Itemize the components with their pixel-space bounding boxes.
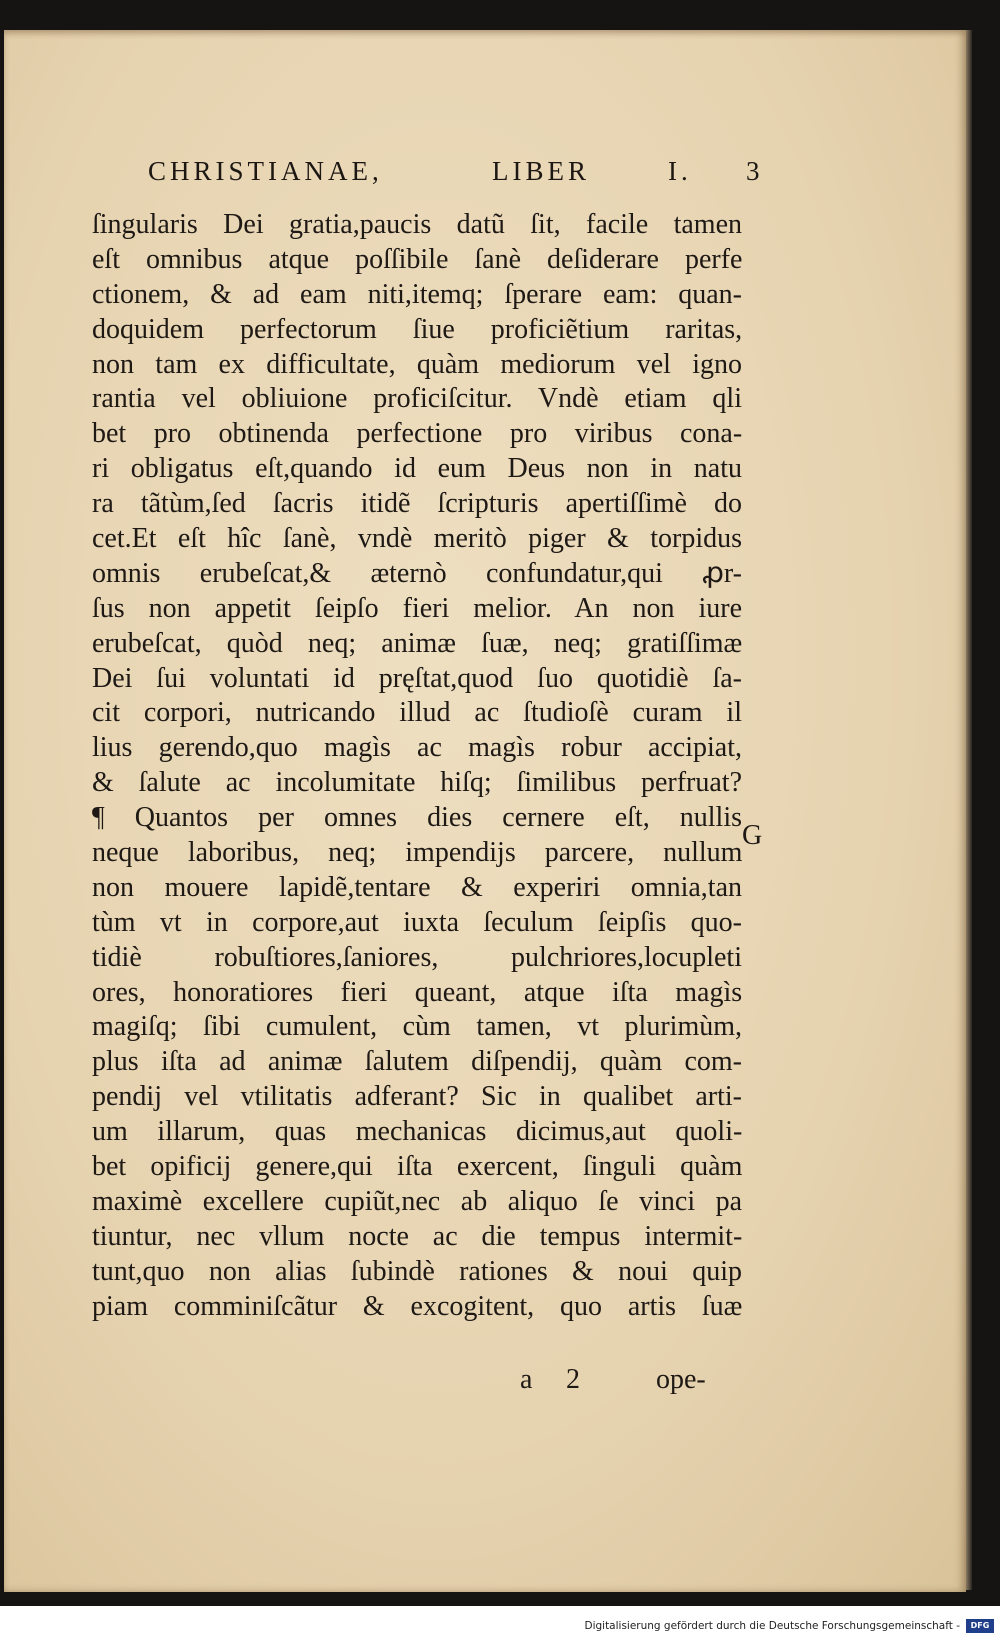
text-line: ra tãtùm,ſed ſacris itidẽ ſcripturis apertiſſimè do (92, 488, 742, 520)
footer-credit: Digitalisierung gefördert durch die Deutsche Forschungsgemeinschaft - (584, 1620, 960, 1632)
running-head-title: CHRISTIANAE, (148, 156, 383, 186)
text-line: non tam ex difficultate, quàm mediorum vel igno (92, 348, 743, 380)
body-text (92, 208, 742, 1325)
running-head (148, 156, 778, 196)
text-line: erubeſcat, quòd neq; animæ ſuæ, neq; gratiſſimæ (92, 627, 743, 659)
dfg-logo: DFG (966, 1619, 994, 1633)
running-head-book-number: I. (668, 156, 692, 186)
text-line: um illarum, quas mechanicas dicimus,aut quoli- (92, 1116, 743, 1148)
text-line: non mouere lapidẽ,tentare & experiri omnia,tan (92, 871, 742, 903)
text-line: ctionem, & ad eam niti,itemq; ſperare eam: quan- (92, 278, 742, 310)
signature-mark: a (520, 1364, 533, 1395)
text-line: ores, honoratiores fieri queant, atque iſta magìs (92, 976, 743, 1008)
page-number: 3 (746, 156, 764, 186)
text-line: omnis erubeſcat,& æternò confundatur,qui ꝓr- (92, 557, 742, 589)
text-line: Dei ſui voluntati id pręſtat,quod ſuo quotidiè ſa- (92, 662, 742, 694)
text-line: piam comminiſcãtur & excogitent, quo artis ſuæ (92, 1290, 743, 1322)
text-line: plus iſta ad animæ ſalutem diſpendij, quàm com- (92, 1046, 742, 1078)
text-line: lius gerendo,quo magìs ac magìs robur accipiat, (92, 732, 742, 764)
text-line: bet pro obtinenda perfectione pro viribus cona- (92, 418, 743, 450)
running-head-liber: LIBER (492, 156, 590, 186)
text-line: tùm vt in corpore,aut iuxta ſeculum ſeipſis quo- (92, 906, 742, 938)
text-line: ¶ Quantos per omnes dies cernere eſt, nullis (92, 802, 742, 834)
signature-number: 2 (566, 1364, 580, 1395)
text-line: pendij vel vtilitatis adferant? Sic in qualibet arti- (92, 1081, 742, 1113)
page-edge-shadow (966, 30, 972, 1590)
text-line: doquidem perfectorum ſiue proficiẽtium raritas, (92, 313, 743, 345)
text-line: bet opificij genere,qui iſta exercent, ſinguli quàm (92, 1151, 743, 1183)
text-line: tidiè robuſtiores,ſaniores, pulchriores,locupleti (92, 941, 742, 973)
text-line: cit corpori, nutricando illud ac ſtudioſè curam il (92, 697, 742, 729)
text-line: tunt,quo non alias ſubindè rationes & noui quip (92, 1255, 742, 1287)
footer-bar (0, 1616, 1000, 1644)
text-line: eſt omnibus atque poſſibile ſanè deſiderare perfe (92, 243, 743, 275)
catchword: ope- (656, 1364, 706, 1395)
text-line: magiſq; ſibi cumulent, cùm tamen, vt plurimùm, (92, 1011, 742, 1043)
margin-letter: G (742, 820, 763, 851)
text-line: & ſalute ac incolumitate hiſq; ſimilibus perfruat? (92, 767, 742, 799)
text-line: maximè excellere cupiũt,nec ab aliquo ſe vinci pa (92, 1185, 743, 1217)
text-line: ri obligatus eſt,quando id eum Deus non in natu (92, 453, 742, 485)
text-line: cet.Et eſt hîc ſanè, vndè meritò piger & torpidus (92, 523, 742, 555)
text-line: tiuntur, nec vllum nocte ac die tempus intermit- (92, 1220, 743, 1252)
text-line: ſus non appetit ſeipſo fieri melior. An non iure (92, 592, 743, 624)
text-line: rantia vel obliuione proficiſcitur. Vndè etiam qli (92, 383, 742, 415)
text-line: ſingularis Dei gratia,paucis datũ ſit, facile tamen (92, 209, 742, 240)
text-line: neque laboribus, neq; impendijs parcere, nullum (92, 837, 743, 869)
